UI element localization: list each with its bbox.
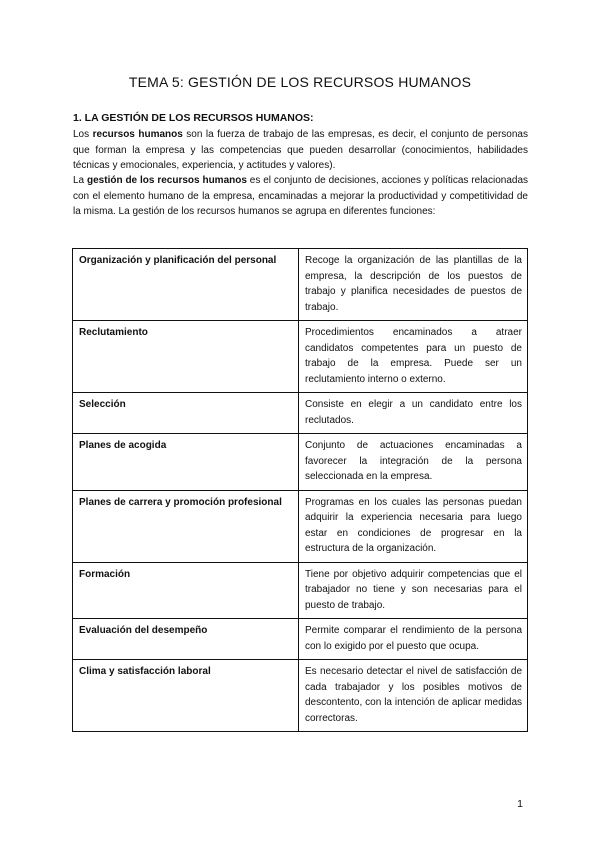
page-title: TEMA 5: GESTIÓN DE LOS RECURSOS HUMANOS [128,74,472,90]
function-description: Tiene por objetivo adquirir competencias que el trabajador no tiene y son necesarias para el puesto de trabajo. [299,562,528,619]
paragraph-recursos-humanos [73,127,528,174]
function-description: Conjunto de actuaciones encaminadas a favorecer la integración de la persona seleccionada en la empresa. [299,434,528,491]
function-name: Clima y satisfacción laboral [73,660,299,732]
table-row [73,619,528,660]
function-description: Procedimientos encaminados a atraer candidatos competentes para un puesto de trabajo de la empresa. Puede ser un reclutamiento interno o externo. [299,321,528,393]
paragraph-bold-term: gestión de los recursos humanos [87,175,247,186]
page-number: 1 [517,798,523,810]
function-name: Planes de carrera y promoción profesional [73,490,299,562]
function-name: Selección [73,393,299,434]
function-name: Formación [73,562,299,619]
paragraph-text: La [73,175,88,186]
table-row [73,434,528,491]
paragraph-text: es el conjunto de decisiones, acciones y políticas relacionadas con el elemento humano de la empresa, encaminadas a mejorar la productividad y competitividad de la misma. La gestión de los recursos humanos se agrupa en diferentes funciones: [73,175,529,217]
function-description: Permite comparar el rendimiento de la persona con lo exigido por el puesto que ocupa. [299,619,528,660]
table-row [73,490,528,562]
function-description: Consiste en elegir a un candidato entre los reclutados. [299,393,528,434]
paragraph-bold-term: recursos humanos [92,129,183,140]
paragraph-text: Los [73,129,93,140]
table-row [73,393,528,434]
table-row [73,660,528,732]
paragraph-text: son la fuerza de trabajo de las empresas, es decir, el conjunto de personas que forman la empresa y las competencias que pueden desarrollar (conocimientos, habilidades técnicas y emocionales, experiencia, y actitudes y valores). [73,129,528,171]
function-description: Recoge la organización de las plantillas de la empresa, la descripción de los puestos de trabajo y planifica necesidades de puestos de trabajo. [299,249,528,321]
section-heading: 1. LA GESTIÓN DE LOS RECURSOS HUMANOS: [73,112,314,124]
table-row [73,562,528,619]
functions-table [72,248,528,732]
function-description: Programas en los cuales las personas puedan adquirir la experiencia necesaria para luego estar en condiciones de progresar en la estructura de la organización. [299,490,528,562]
function-name: Evaluación del desempeño [73,619,299,660]
function-description: Es necesario detectar el nivel de satisfacción de cada trabajador y los posibles motivos de descontento, con la intención de aplicar medidas correctoras. [299,660,528,732]
table-row [73,249,528,321]
paragraph-gestion [73,173,528,220]
function-name: Planes de acogida [73,434,299,491]
table-row [73,321,528,393]
function-name: Organización y planificación del personal [73,249,299,321]
function-name: Reclutamiento [73,321,299,393]
